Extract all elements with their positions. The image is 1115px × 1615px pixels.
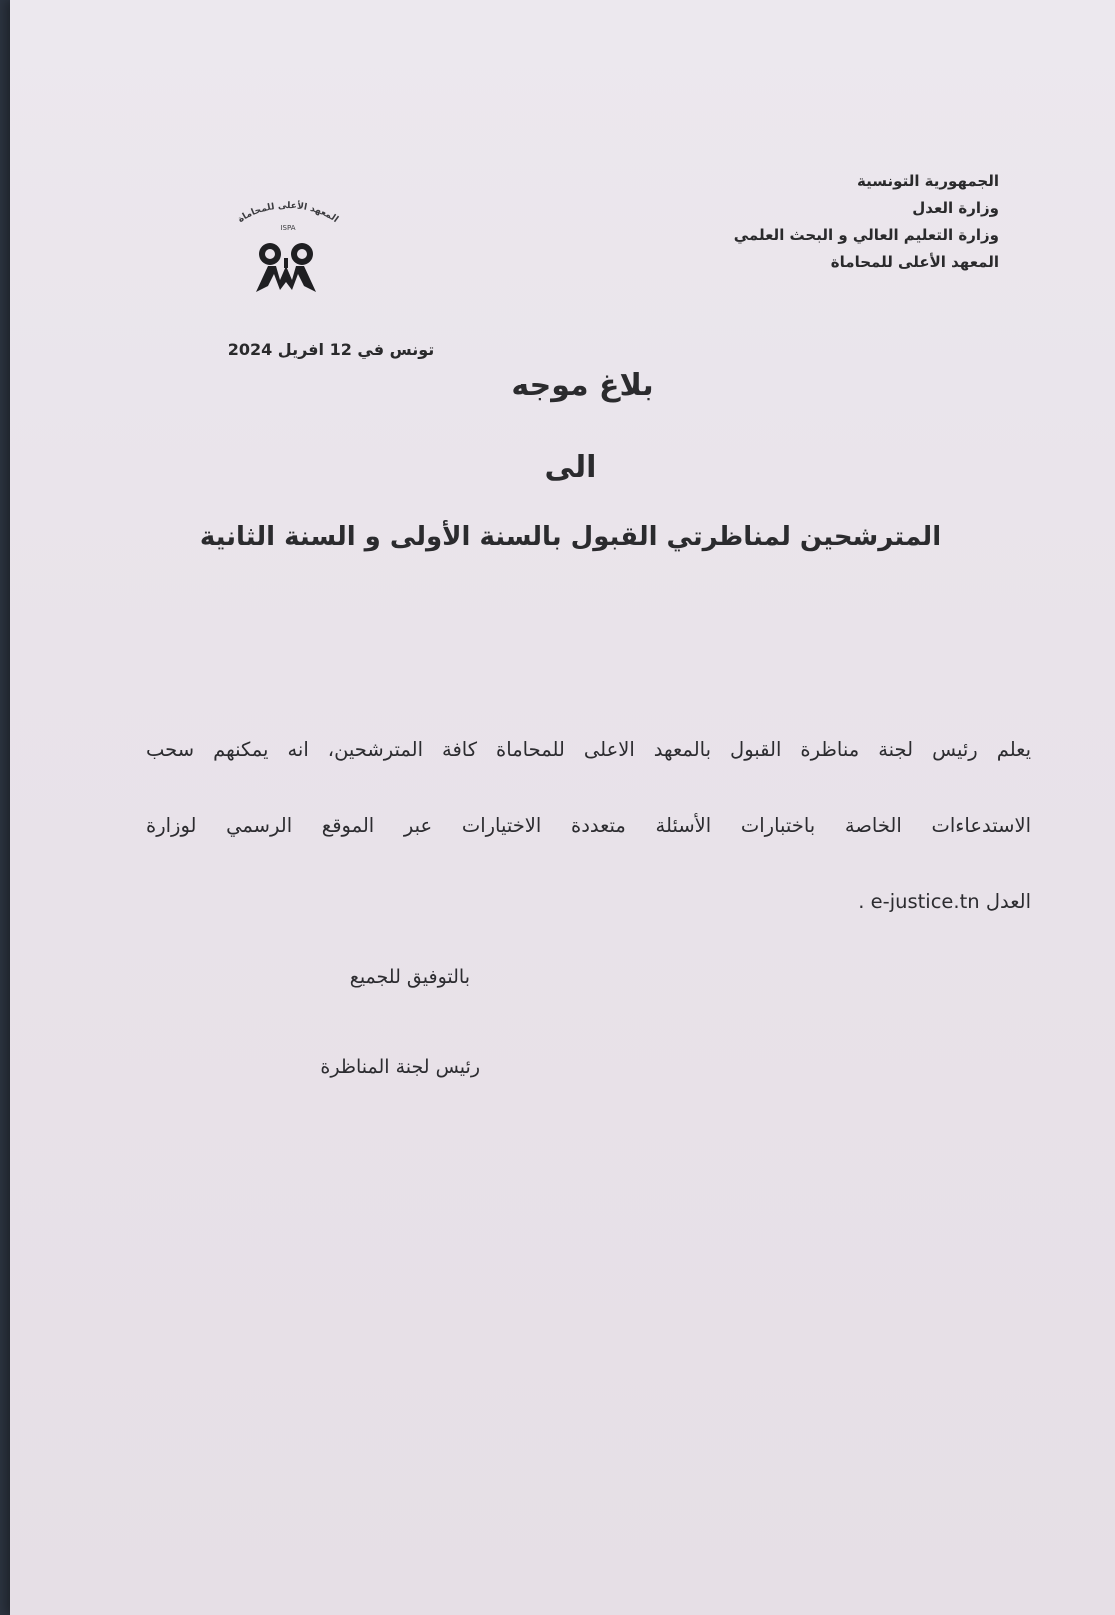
document-date: تونس في 12 افريل 2024 (227, 340, 435, 359)
notice-body-line-3: العدل e-justice.tn . (858, 890, 1031, 913)
letterhead-line-ministry-education: وزارة التعليم العالي و البحث العلمي (733, 226, 999, 244)
notice-recipients: المترشحين لمناظرتي القبول بالسنة الأولى و السنة الثانية (199, 522, 942, 552)
letterhead-line-institute: المعهد الأعلى للمحاماة (830, 253, 999, 271)
institute-logo (218, 196, 358, 306)
signature-title: رئيس لجنة المناظرة (320, 1056, 480, 1078)
document-page (10, 0, 1115, 1615)
notice-title: بلاغ موجه (511, 368, 654, 403)
notice-body (146, 712, 1031, 940)
closing-wish: بالتوفيق للجميع (349, 966, 470, 988)
notice-body-line-2: الاستدعاءات الخاصة باختبارات الأسئلة متعددة الاختيارات عبر الموقع الرسمي لوزارة (146, 814, 1031, 837)
letterhead (679, 168, 999, 276)
logo-emblem-icon (256, 243, 316, 292)
logo-arc-text: المعهد الأعلى للمحاماة (236, 201, 340, 225)
letterhead-line-ministry-justice: وزارة العدل (912, 199, 999, 217)
logo-abbr: ISPA (280, 224, 296, 232)
notice-recipient-prefix: الى (544, 450, 597, 485)
notice-body-line-1: يعلم رئيس لجنة مناظرة القبول بالمعهد الاعلى للمحاماة كافة المترشحين، انه يمكنهم سحب (146, 738, 1031, 761)
letterhead-line-republic: الجمهورية التونسية (857, 172, 999, 190)
